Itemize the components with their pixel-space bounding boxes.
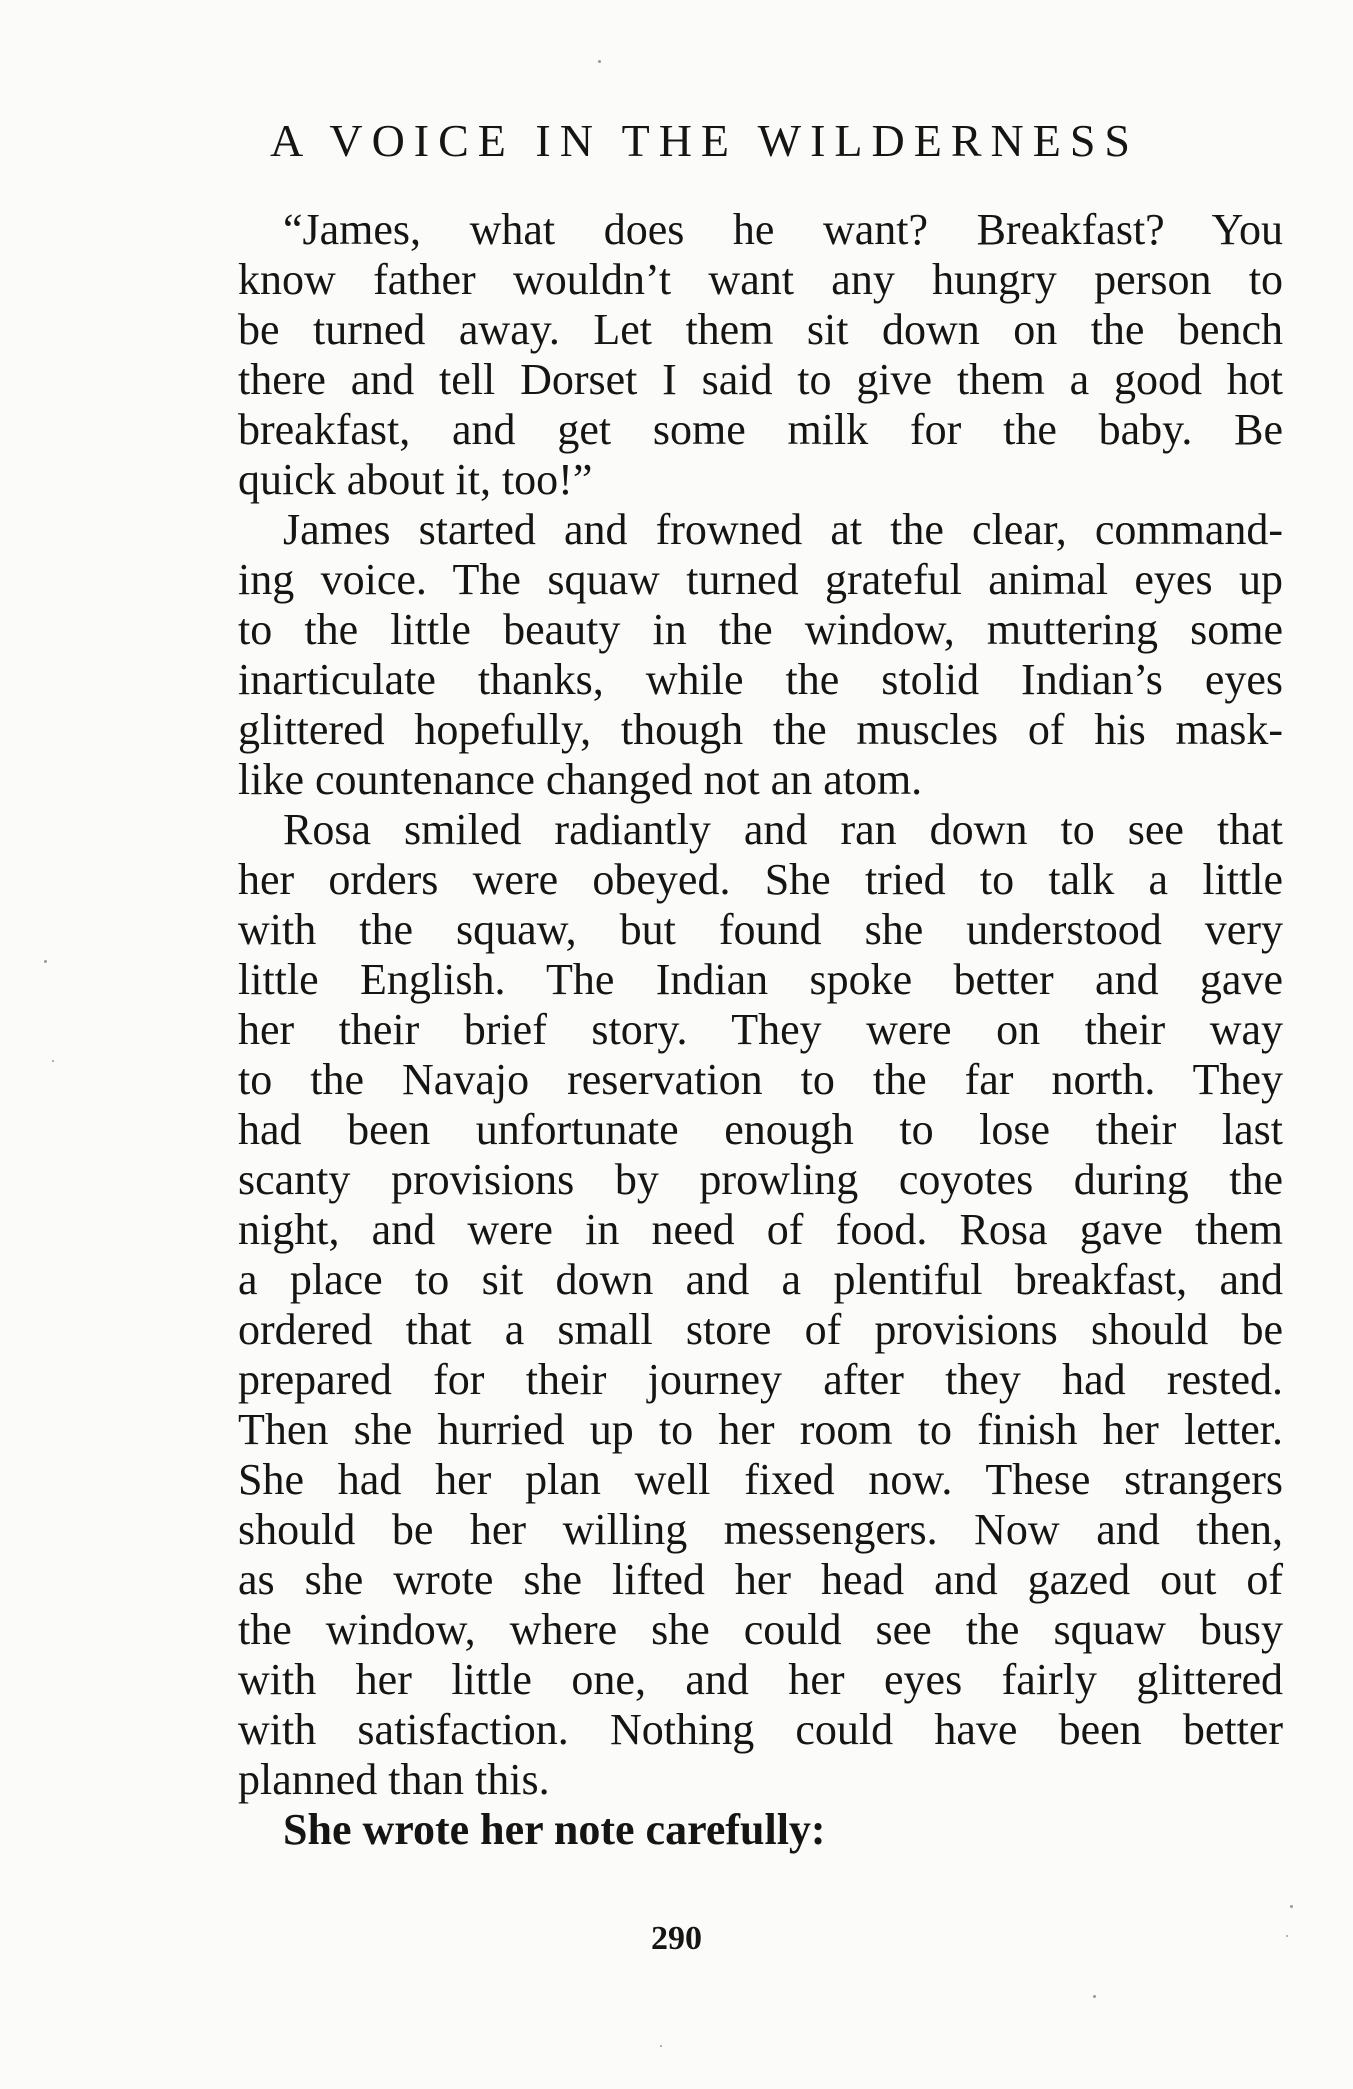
text-line: breakfast, and get some milk for the baby. Be: [238, 405, 1283, 454]
text-line: She wrote her note carefully:: [283, 1805, 826, 1854]
text-line: with the squaw, but found she understood very: [238, 905, 1283, 954]
text-line: to the Navajo reservation to the far north. They: [238, 1055, 1283, 1104]
text-line: ordered that a small store of provisions should be: [238, 1305, 1283, 1354]
scan-speck: [1286, 1935, 1288, 1937]
text-line: with her little one, and her eyes fairly glittered: [238, 1655, 1283, 1704]
text-line: glittered hopefully, though the muscles of his mask-: [238, 705, 1283, 754]
text-line: little English. The Indian spoke better and gave: [238, 955, 1283, 1004]
text-line: Then she hurried up to her room to finish her letter.: [238, 1405, 1283, 1454]
text-line: had been unfortunate enough to lose their last: [238, 1105, 1283, 1154]
text-line: Rosa smiled radiantly and ran down to see that: [283, 805, 1283, 854]
text-line: planned than this.: [238, 1755, 550, 1804]
text-line: She had her plan well fixed now. These strangers: [238, 1455, 1283, 1504]
scan-speck: [52, 1060, 54, 1062]
text-line: night, and were in need of food. Rosa gave them: [238, 1205, 1283, 1254]
text-line: her orders were obeyed. She tried to talk a little: [238, 855, 1283, 904]
scan-speck: [44, 960, 47, 963]
text-line: her their brief story. They were on their way: [238, 1005, 1283, 1054]
text-line: a place to sit down and a plentiful breakfast, and: [238, 1255, 1283, 1304]
text-line: with satisfaction. Nothing could have been better: [238, 1705, 1283, 1754]
text-line: should be her willing messengers. Now and then,: [238, 1505, 1283, 1554]
scan-speck: [1290, 1905, 1293, 1908]
text-line: like countenance changed not an atom.: [238, 755, 923, 804]
text-line: “James, what does he want? Breakfast? You: [283, 205, 1283, 254]
scan-speck: [598, 60, 601, 63]
text-line: James started and frowned at the clear, command-: [283, 505, 1283, 554]
text-line: there and tell Dorset I said to give them a good hot: [238, 355, 1283, 404]
text-line: know father wouldn’t want any hungry person to: [238, 255, 1283, 304]
scan-speck: [660, 2045, 662, 2047]
text-line: the window, where she could see the squaw busy: [238, 1605, 1283, 1654]
text-line: prepared for their journey after they had rested.: [238, 1355, 1283, 1404]
running-head: A VOICE IN THE WILDERNESS: [270, 115, 1139, 166]
page-number: 290: [651, 1920, 702, 1957]
body-text: [238, 205, 1283, 1855]
text-line: quick about it, too!”: [238, 455, 593, 504]
scan-speck: [1093, 1995, 1096, 1998]
text-line: ing voice. The squaw turned grateful animal eyes up: [238, 555, 1283, 604]
text-line: to the little beauty in the window, muttering some: [238, 605, 1283, 654]
text-line: inarticulate thanks, while the stolid Indian’s eyes: [238, 655, 1283, 704]
text-line: be turned away. Let them sit down on the bench: [238, 305, 1283, 354]
text-line: as she wrote she lifted her head and gazed out of: [238, 1555, 1283, 1604]
text-line: scanty provisions by prowling coyotes during the: [238, 1155, 1283, 1204]
